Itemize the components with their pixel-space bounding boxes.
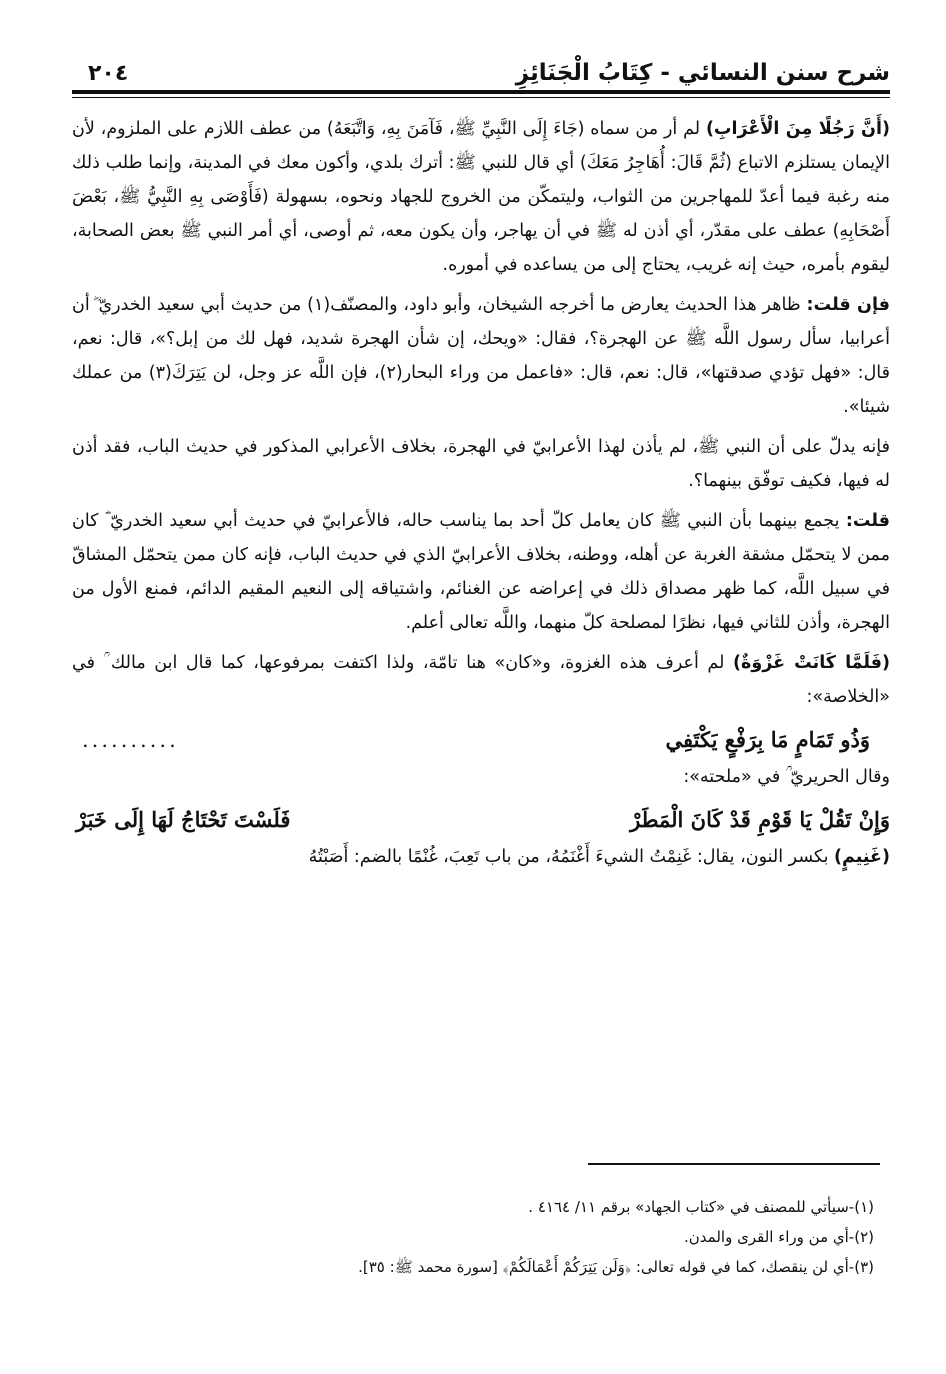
paragraph (72, 430, 890, 498)
paragraph-text: لم أر من سماه (جَاءَ إِلَى النَّبِيِّ ﷺ، فَآمَنَ بِهِ، وَاتَّبَعَهُ) من عطف اللازم على الملزوم، لأن الإيمان يستلزم الاتباع (ثُمَّ قَالَ: أُهَاجِرُ مَعَكَ) أي قال للنبي ﷺ: أترك بلدي، وأكون معك في المدينة، وإنما طلب ذلك منه رغبة فيما أعدّ للمهاجرين من الثواب، وليتمكّن من الخروج للجهاد ونحوه، بسهولة (فَأَوْصَى بِهِ النَّبِيُّ ﷺ، بَعْضَ أَصْحَابِهِ) عطف على مقدّر، أي أذن له ﷺ في أن يهاجر، وأن يكون معه، ثم أوصى، أي أمر النبي ﷺ بعض الصحابة، ليقوم بأمره، حيث إنه غريب، يحتاج إلى من يساعده في أموره. (72, 119, 890, 275)
page-number: ٢٠٤ (88, 61, 129, 86)
paragraph-text: فإنه يدلّ على أن النبي ﷺ، لم يأذن لهذا الأعرابيّ في الهجرة، بخلاف الأعرابي المذكور في حديث الباب، فقد أذن له فيها، فكيف توفّق بينهما؟. (72, 437, 890, 491)
verse-first-hemistich: وَإِنْ تَقُلْ يَا قَوْمِ قَدْ كَانَ الْمَطَرْ (630, 807, 890, 832)
paragraph (72, 112, 890, 282)
footnote: (٣)-أي لن ينقصك، كما في قوله تعالى: ﴿وَلَن يَتِرَكُمْ أَعْمَالَكُمْ﴾ [سورة محمد ﷺ: ٣٥]. (358, 1258, 874, 1276)
footnote-separator (588, 1163, 880, 1165)
paragraph-lead: فإن قلت: (806, 295, 891, 315)
paragraph-text: بكسر النون، يقال: غَنِمْتُ الشيءَ أَغْنَمُهُ، من باب تَعِبَ، غُنْمًا بالضم: أَصَبْتُهُ (308, 847, 835, 867)
paragraph-lead: قلت: (845, 511, 890, 531)
paragraph (72, 840, 890, 874)
paragraph (72, 504, 890, 640)
main-text (72, 112, 890, 874)
paragraph-lead: (فَلَمَّا كَانَتْ غَزْوَةٌ) (732, 653, 890, 673)
verse-hemistich: وَذُو تَمَامٍ مَا بِرَفْعٍ يَكْتَفِي (665, 727, 870, 752)
poem-verse-1 (72, 720, 890, 760)
page (72, 52, 890, 880)
paragraph-text: لم أعرف هذه الغزوة، و«كان» هنا تامّة، ولذا اكتفت بمرفوعها، كما قال ابن مالك ؒ في «الخلاصة»: (72, 653, 890, 707)
footnotes (74, 1192, 874, 1282)
footnote: (١)-سيأتي للمصنف في «كتاب الجهاد» برقم ١١/ ٤١٦٤ . (528, 1198, 874, 1216)
paragraph-lead: (أَنَّ رَجُلًا مِنَ الْأَعْرَابِ) (705, 119, 890, 139)
header-rule (72, 90, 890, 98)
paragraph-lead: (غَنِيمٍ) (834, 847, 890, 867)
verse-second-hemistich: فَلَسْتَ تَحْتَاجُ لَهَا إِلَى خَبَرْ (76, 807, 291, 832)
book-title: شرح سنن النسائي - كِتَابُ الْجَنَائِزِ (515, 60, 890, 86)
poem-intro: وقال الحريريّ ؒ في «ملحته»: (683, 767, 890, 787)
paragraph-text: ظاهر هذا الحديث يعارض ما أخرجه الشيخان، وأبو داود، والمصنّف(١) من حديث أبي سعيد الخدريّ ؓ أن أعرابيا، سأل رسول اللَّه ﷺ عن الهجرة؟، فقال: «ويحك، إن شأن الهجرة شديد، فهل لك من إبل؟»، قال: نعم، قال: «فهل تؤدي صدقتها»، قال: نعم، قال: «فاعمل من وراء البحار(٢)، فإن اللَّه عز وجل، لن يَتِرَكَ(٣) من عملك شيئا». (72, 295, 890, 417)
paragraph-text: يجمع بينهما بأن النبي ﷺ كان يعامل كلّ أحد بما يناسب حاله، فالأعرابيّ في حديث أبي سعيد الخدريّ ؓ كان ممن لا يتحمّل مشقة الغربة عن أهله، ووطنه، بخلاف الأعرابيّ الذي في حديث الباب، فإنه كان ممن يتحمّل المشاقّ في سبيل اللَّه، كما ظهر مصداق ذلك في إعراضه عن الغنائم، واشتياقه إلى النعيم المقيم الدائم، فمنع الأول من الهجرة، وأذن للثاني فيها، نظرًا لمصلحة كلّ منهما، واللَّه تعالى أعلم. (72, 511, 890, 633)
footnote: (٢)-أي من وراء القرى والمدن. (684, 1228, 874, 1246)
paragraph (72, 288, 890, 424)
poem-verse-2 (72, 800, 890, 840)
paragraph (72, 646, 890, 714)
verse-ellipsis: .......... (82, 728, 179, 752)
running-header (72, 52, 890, 86)
